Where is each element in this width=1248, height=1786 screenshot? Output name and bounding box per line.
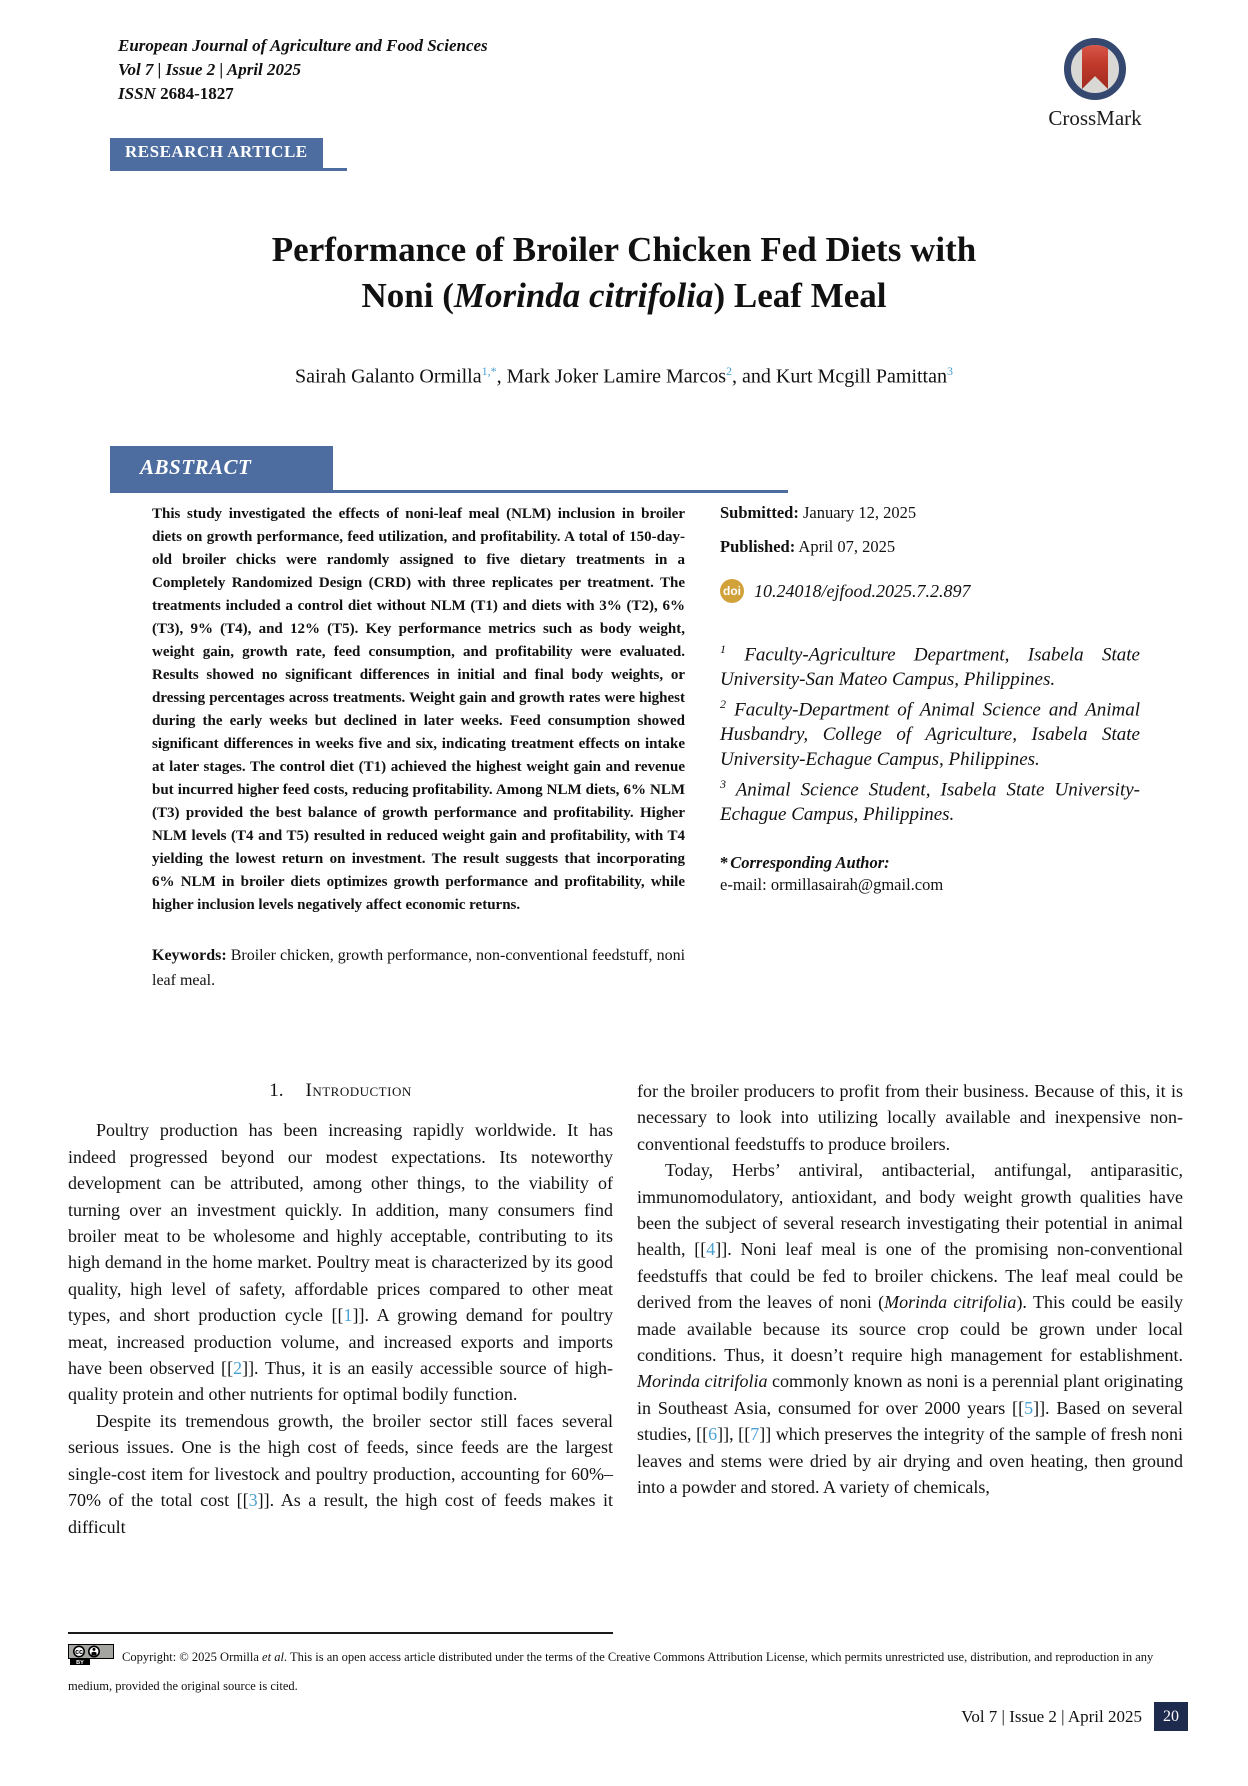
author-3: Kurt Mcgill Pamittan xyxy=(775,365,947,388)
citation-link[interactable]: 2 xyxy=(233,1358,243,1379)
author-1-affil-mark: 1,* xyxy=(481,364,497,378)
doi-row xyxy=(720,579,1140,603)
italic-term: et al xyxy=(262,1650,284,1664)
journal-issn xyxy=(118,82,488,106)
author-3-affil-mark: 3 xyxy=(946,364,953,378)
footer-issue-block xyxy=(961,1702,1188,1731)
citation-link[interactable]: 6 xyxy=(708,1424,718,1445)
copyright-notice xyxy=(68,1644,1185,1699)
article-type-badge: RESEARCH ARTICLE xyxy=(110,138,323,168)
italic-term: Morinda citrifolia xyxy=(637,1371,768,1392)
footnote-rule xyxy=(68,1632,613,1634)
doi-icon: doi xyxy=(720,579,744,603)
citation-link[interactable]: 1 xyxy=(343,1305,353,1326)
title-line2: Noni (Morinda citrifolia) Leaf Meal xyxy=(361,276,887,316)
affiliations xyxy=(720,637,1140,827)
crossmark-icon xyxy=(1064,38,1126,100)
page-title xyxy=(68,227,1180,319)
abstract-rule xyxy=(110,490,788,493)
corresponding-label: Corresponding Author: xyxy=(730,853,890,873)
published-row: Published: April 07, 2025 xyxy=(720,537,896,556)
affiliation: $^2$ Faculty-Department of Animal Science and Animal Husbandry, College of Agriculture, Isabela State University-Echague Campus, Philippines. xyxy=(720,697,1140,770)
affiliation: $^3$ Animal Science Student, Isabela State University-Echague Campus, Philippines. xyxy=(720,777,1140,825)
abstract-heading: ABSTRACT xyxy=(110,446,333,490)
citation-link[interactable]: 5 xyxy=(1024,1397,1034,1418)
corresponding-star: * xyxy=(720,853,729,873)
abstract-body: This study investigated the effects of noni-leaf meal (NLM) inclusion in broiler diets on growth performance, feed utilization, and profitability. A total of 150-day-old broiler chicks were randomly assigned to five dietary treatments in a Completely Randomized Design (CRD) with three replicates per treatment. The treatments included a control diet without NLM (T1) and diets with 3% (T2), 6% (T3), 9% (T4), and 12% (T5). Key performance metrics such as body weight, weight gain, growth rate, feed consumption, and profitability were evaluated. Results showed no significant differences in initial and final body weights, or dressing percentages across treatments. Weight gain and growth rates were highest during the early weeks but declined in later weeks. Feed consumption showed significant differences in weeks five and six, indicating treatment effects on intake at later stages. The control diet (T1) achieved the highest weight gain and revenue but incurred higher feed costs, reducing profitability. Among NLM diets, 6% NLM (T3) provided the best balance of growth performance and profitability. Higher NLM levels (T4 and T5) resulted in reduced weight gain and profitability, with T4 yielding the lowest return on investment. The result suggests that incorporating 6% NLM in broiler diets optimizes growth performance and profitability, while higher inclusion levels negatively affect economic returns. xyxy=(152,506,685,913)
keywords-label: Keywords: xyxy=(152,947,227,964)
affiliation: $^1$ Faculty-Agriculture Department, Isabela State University-San Mateo Campus, Philippines. xyxy=(720,642,1140,690)
page-number: 20 xyxy=(1154,1702,1188,1731)
footer-issue-line: Vol 7 | Issue 2 | April 2025 xyxy=(961,1706,1142,1726)
author-2-affil-mark: 2 xyxy=(726,364,732,378)
author-2: Mark Joker Lamire Marcos xyxy=(506,365,726,388)
keywords-text: Broiler chicken, growth performance, non-conventional feedstuff, noni leaf meal. xyxy=(152,947,686,989)
author-1: Sairah Galanto Ormilla xyxy=(295,365,482,388)
journal-header xyxy=(118,34,488,106)
body-column-right xyxy=(637,1078,1183,1501)
species-name: Morinda citrifolia xyxy=(453,276,714,316)
cc-by-license-icon[interactable] xyxy=(68,1644,114,1674)
crossmark-ribbon-icon xyxy=(1082,43,1108,89)
crossmark-logo[interactable] xyxy=(1015,38,1175,131)
issn-value: 2684-1827 xyxy=(160,84,234,103)
paragraph: Poultry production has been increasing rapidly worldwide. It has indeed progressed beyond our modest expectations. Its noteworthy development can be attributed, among other things, to the viability of turning over an investment quickly. In addition, many consumers find broiler meat to be wholesome and highly acceptable, contributing to its high demand in the home market. Poultry meat is characterized by its good quality, high level of safety, affordable prices compared to other meat types, and short production cycle [[1]]. A growing demand for poultry meat, increased production volume, and increased exports and imports have been observed [[2]]. Thus, it is an easily accessible source of high-quality protein and other nutrients for optimal bodily function. xyxy=(68,1120,614,1405)
abstract-section xyxy=(110,446,1140,993)
submitted-row: Submitted: January 12, 2025 xyxy=(720,503,917,522)
citation-link[interactable]: 7 xyxy=(750,1424,760,1445)
title-line1: Performance of Broiler Chicken Fed Diets with xyxy=(271,230,977,270)
corresponding-email[interactable]: e-mail: ormillasairah@gmail.com xyxy=(720,875,944,895)
citation-link[interactable]: 4 xyxy=(706,1239,716,1260)
crossmark-label: CrossMark xyxy=(1048,106,1142,130)
article-meta-sidebar xyxy=(720,503,1140,895)
doi-link[interactable]: 10.24018/ejfood.2025.7.2.897 xyxy=(754,580,971,601)
published-date: April 07, 2025 xyxy=(798,537,896,556)
journal-name: European Journal of Agriculture and Food Sciences xyxy=(118,36,488,55)
corresponding-author-block xyxy=(720,853,1140,895)
section-heading-introduction: 1. Introduction xyxy=(269,1080,412,1101)
svg-text:BY: BY xyxy=(76,1659,84,1665)
keywords xyxy=(152,943,685,993)
copyright-text: Copyright: © 2025 Ormilla et al. This is an open access article distributed under the terms of the Creative Commons Attribution License, which permits unrestricted use, distribution, and reproduction in any medium, provided the original source is cited. xyxy=(68,1650,1154,1693)
paragraph: Despite its tremendous growth, the broiler sector still faces several serious issues. One is the high cost of feeds, since feeds are the largest single-cost item for livestock and poultry production, accounting for 60%–70% of the total cost [[3]]. As a result, the high cost of feeds makes it difficult xyxy=(68,1410,613,1537)
paragraph: Today, Herbs’ antiviral, antibacterial, antifungal, antiparasitic, immunomodulatory, antioxidant, and body weight growth qualities have been the subject of several research investigating their potential in animal health, [[4]]. Noni leaf meal is one of the promising non-conventional feedstuffs that could be fed to broiler chickens. The leaf meal could be derived from the leaves of noni (Morinda citrifolia). This could be easily made available because its source crop could be grown under local conditions. Thus, it doesn’t require high management for establishment. Morinda citrifolia commonly known as noni is a perennial plant originating in Southeast Asia, consumed for over 2000 years [[5]]. Based on several studies, [[6]], [[7]] which preserves the integrity of the sample of fresh noni leaves and stems were dried by air drying and oven heating, then ground into a powder and stored. A variety of chemicals, xyxy=(637,1160,1184,1498)
citation-link[interactable]: 3 xyxy=(248,1490,258,1511)
italic-term: Morinda citrifolia xyxy=(884,1292,1017,1313)
author-line: Sairah Galanto Ormilla$^{1,*}$, Mark Joker Lamire Marcos$^2$, and Kurt Mcgill Pamittan$^3$ xyxy=(295,364,953,388)
journal-issue-line: Vol 7 | Issue 2 | April 2025 xyxy=(118,60,302,79)
issn-label: ISSN xyxy=(118,84,156,103)
body-column-left xyxy=(68,1078,613,1540)
submitted-date: January 12, 2025 xyxy=(802,503,917,522)
svg-text:cc: cc xyxy=(75,1649,83,1656)
paragraph: for the broiler producers to profit from their business. Because of this, it is necessary to look into utilizing locally available and inexpensive non-conventional feedstuffs to produce broilers. xyxy=(637,1081,1183,1154)
